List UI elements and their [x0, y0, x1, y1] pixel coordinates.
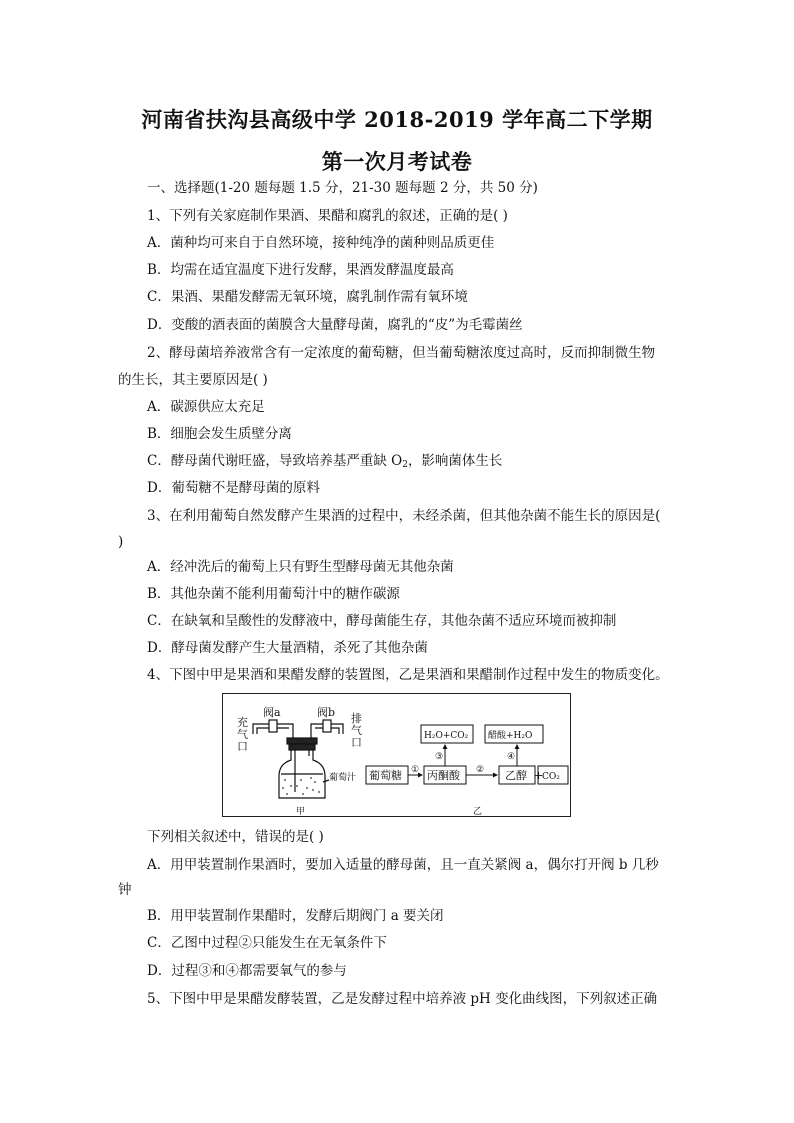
pyruvate-label: 丙酮酸 — [427, 769, 460, 782]
step-2-label: ② — [476, 765, 485, 775]
outlet-label-2: 气 — [351, 724, 362, 737]
q4-sub-stem: 下列相关叙述中，错误的是( ) — [147, 829, 324, 845]
section-heading: 一、选择题(1-20 题每题 1.5 分，21-30 题每题 2 分，共 50 分) — [147, 180, 538, 196]
valve-a-label: 阀a — [263, 706, 281, 719]
q3-stem-line2: ) — [118, 534, 124, 550]
q2-stem-line2: 的生长，其主要原因是( ) — [118, 372, 268, 388]
q3-option-a: A．经冲洗后的葡萄上只有野生型酵母菌无其他杂菌 — [147, 559, 454, 575]
q3-stem-line1: 3、在利用葡萄自然发酵产生果酒的过程中，未经杀菌，但其他杂菌不能生长的原因是( — [147, 508, 661, 524]
glucose-label: 葡萄糖 — [369, 769, 402, 782]
q1-option-d: D．变酸的酒表面的菌膜含大量酵母菌，腐乳的“皮”为毛霉菌丝 — [147, 317, 523, 333]
step-3-label: ③ — [435, 752, 444, 762]
q2-option-b: B．细胞会发生质壁分离 — [147, 426, 292, 442]
outlet-label-1: 排 — [351, 712, 362, 725]
q4-stem: 4、下图中甲是果酒和果醋发酵的装置图，乙是果酒和果醋制作过程中发生的物质变化。 — [147, 667, 669, 683]
inlet-label-1: 充 — [237, 716, 248, 729]
figure-label-yi: 乙 — [473, 807, 483, 817]
q3-option-b: B．其他杂菌不能利用葡萄汁中的糖作碳源 — [147, 586, 400, 602]
figure-label-jia: 甲 — [296, 807, 306, 817]
q4-option-b: B．用甲装置制作果醋时，发酵后期阀门 a 要关闭 — [147, 908, 444, 924]
valve-b-icon — [323, 720, 331, 732]
q4-option-a-line1: A．用甲装置制作果酒时，要加入适量的酵母菌，且一直关紧阀 a，偶尔打开阀 b 几秒 — [147, 857, 659, 873]
outlet-label-3: 口 — [351, 736, 362, 749]
acetic-acid-label: 醋酸+H₂O — [488, 731, 533, 741]
q2-option-c-tail: ，影响菌体生长 — [407, 453, 503, 469]
q4-option-a-line2: 钟 — [118, 882, 132, 898]
q2-option-a: A．碳源供应太充足 — [147, 399, 265, 415]
q4-option-d: D．过程③和④都需要氧气的参与 — [147, 963, 347, 979]
q1-option-b: B．均需在适宜温度下进行发酵，果酒发酵温度最高 — [147, 262, 454, 278]
fermentation-apparatus — [253, 720, 343, 798]
plus-sign: + — [534, 769, 544, 782]
juice-dots — [282, 777, 320, 795]
inlet-label-2: 气 — [237, 728, 248, 741]
step-4-label: ④ — [507, 752, 516, 762]
q1-option-a: A．菌种均可来自于自然环境，接种纯净的菌种则品质更佳 — [147, 235, 495, 251]
q1-stem: 1、下列有关家庭制作果酒、果醋和腐乳的叙述，正确的是( ) — [147, 208, 508, 224]
exam-title-line2: 第一次月考试卷 — [321, 149, 473, 174]
ethanol-label: 乙醇 — [505, 769, 527, 782]
q3-option-d: D．酵母菌发酵产生大量酒精，杀死了其他杂菌 — [147, 640, 428, 656]
q2-option-c — [147, 452, 717, 474]
juice-label: 葡萄汁 — [329, 773, 357, 783]
q1-option-c: C．果酒、果醋发酵需无氧环境，腐乳制作需有氧环境 — [147, 289, 468, 305]
inlet-label-3: 口 — [237, 740, 248, 753]
fermentation-figure — [222, 693, 571, 817]
q2-option-d: D．葡萄糖不是酵母菌的原料 — [147, 480, 320, 496]
step-1-label: ① — [411, 765, 420, 775]
q2-option-c-text: C．酵母菌代谢旺盛，导致培养基严重缺 O — [147, 453, 403, 469]
fermentation-figure-svg — [223, 694, 572, 818]
valve-b-label: 阀b — [317, 706, 336, 719]
q4-option-c: C．乙图中过程②只能发生在无氧条件下 — [147, 935, 387, 951]
h2o-co2-label: H₂O+CO₂ — [424, 731, 469, 741]
q5-stem: 5、下图中甲是果醋发酵装置，乙是发酵过程中培养液 pH 变化曲线图，下列叙述正确 — [147, 991, 658, 1007]
co2-label: CO₂ — [542, 772, 560, 782]
q2-option-c-subscript: 2 — [402, 460, 408, 470]
valve-a-icon — [269, 720, 277, 732]
q3-option-c: C．在缺氧和呈酸性的发酵液中，酵母菌能生存，其他杂菌不适应环境而被抑制 — [147, 613, 617, 629]
exam-title-line1: 河南省扶沟县高级中学 2018-2019 学年高二下学期 — [141, 107, 653, 132]
q2-stem-line1: 2、酵母菌培养液常含有一定浓度的葡萄糖，但当葡萄糖浓度过高时，反而抑制微生物 — [147, 345, 656, 361]
